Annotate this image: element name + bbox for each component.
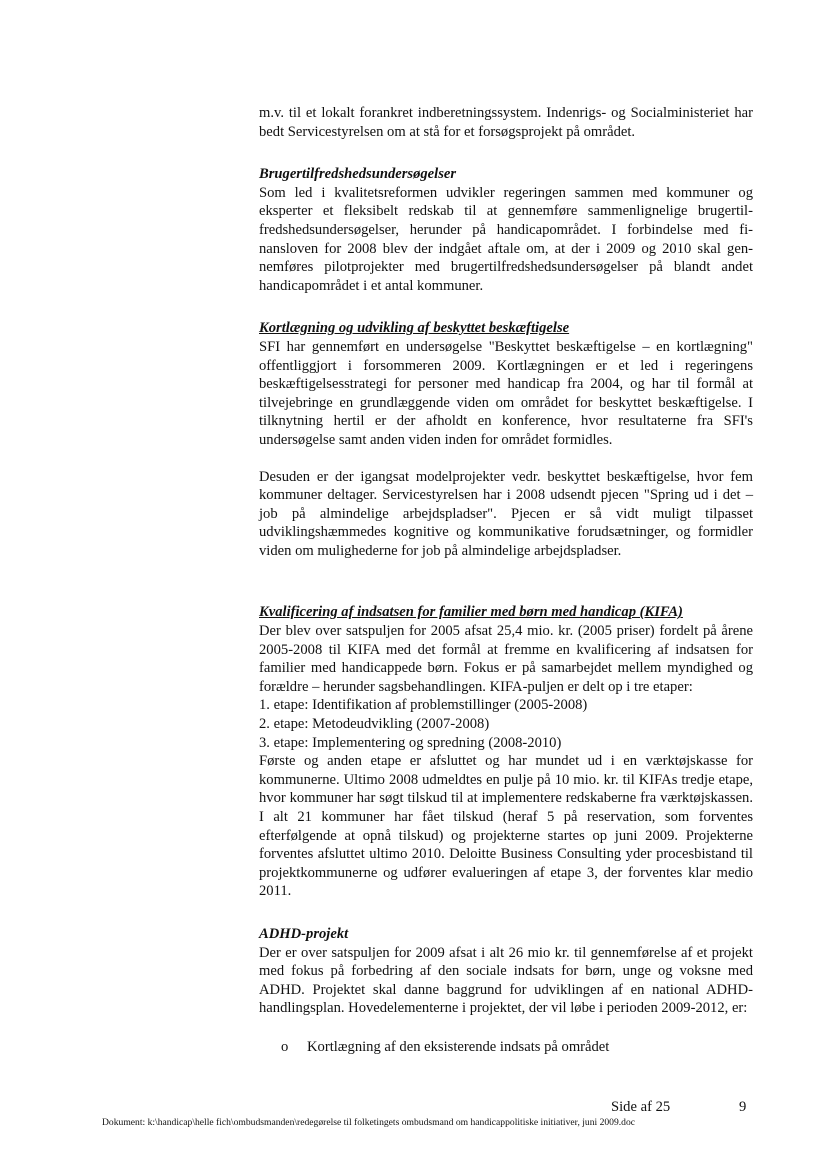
kifa-stage-1: 1. etape: Identifikation af problemstillinger (2005-2008) [259,697,588,714]
section-brugertilfredshed [259,165,753,295]
page-body [259,104,753,1057]
kifa-stage-2: 2. etape: Metodeudvikling (2007-2008) [259,716,490,733]
intro-paragraph: m.v. til et lokalt forankret indberetningssystem. Indenrigs- og Socialministeriet har bedt Servicestyrelsen om at stå for et forsøgsprojekt på området. [259,105,753,140]
section-heading-adhd: ADHD-projekt [259,925,349,942]
section-heading-brugertilfredshed: Brugertilfredshedsundersøgelser [259,166,457,183]
section-adhd [259,925,753,1057]
section-heading-kortlaegning: Kortlægning og udvikling af beskyttet beskæftigelse [259,320,570,337]
kifa-stage-3: 3. etape: Implementering og spredning (2008-2010) [259,734,562,751]
section-kifa [259,603,753,901]
page-footer-pagination [611,1098,747,1116]
footer-document-path: Dokument: k:\handicap\helle fich\ombudsmanden\redegørelse til folketingets ombudsmand om handicappolitiske initiativer, juni 2009.doc [102,1117,636,1128]
circle-bullet-icon: o [281,1038,289,1055]
section-body-kortlaegning-2: Desuden er der igangsat modelprojekter vedr. beskyttet beskæftigelse, hvor fem kommuner deltager. Servicestyrelsen har i 2008 udsendt pjecen "Spring ud i det – job på almindelige arbejdspladser". Pjecen er så vidt muligt tilpasset udviklingshæmmedes kognitive og kommunikative forudsætninger, og formidler viden om mulighederne for job på almindelige arbejdspladser. [259,468,753,559]
footer-side-label: Side [611,1099,637,1115]
adhd-bullet-list [259,1038,753,1057]
footer-total-pages: af 25 [640,1099,671,1115]
section-body-kifa-2: Første og anden etape er afsluttet og har mundet ud i en værktøjskasse for kommunerne. Ultimo 2008 udmeldtes en pulje på 10 mio. kr. til KIFAs tredje etape, hvor kommuner har søgt tilskud til at implementere redskaberne fra værktøjskassen. I alt 21 kommuner har fået tilskud (heraf 5 på reservation, som forventes efterfølgende at opnå tilskud) og projekterne startes op juni 2009. Projekterne forventes afsluttet ultimo 2010. Deloitte Business Consulting yder procesbistand til projektkommunerne og udfører evalueringen af etape 3, der forventes klar medio 2011. [259,753,753,900]
footer-page-number: 9 [739,1099,747,1115]
list-item [259,1038,753,1057]
list-item-text: Kortlægning af den eksisterende indsats på området [307,1038,610,1055]
section-heading-kifa: Kvalificering af indsatsen for familier med børn med handicap (KIFA) [259,604,683,621]
section-body-adhd: Der er over satspuljen for 2009 afsat i alt 26 mio kr. til gennemførelse af et projekt med fokus på forbedring af den sociale indsats for børn, unge og voksne med ADHD. Projektet skal danne baggrund for udviklingen af en national ADHD-handlingsplan. Hovedelementerne i projektet, der vil løbe i perioden 2009-2012, er: [259,944,753,1017]
section-body-kortlaegning-1: SFI har gennemført en undersøgelse "Beskyttet beskæftigelse – en kortlægning" offentliggjort i forsommeren 2009. Kortlægningen er et led i regeringens beskæftigelsesstrategi for personer med handicap fra 2004, og har til formål at tilvejebringe en grundlæggende viden om området for beskyttet beskæftigelse. I tilknytning hertil er der afholdt en konference, hvor resultaterne fra SFI's undersøgelse samt anden viden inden for området formidles. [259,338,753,448]
section-kortlaegning [259,319,753,560]
section-body-brugertilfredshed: Som led i kvalitetsreformen udvikler regeringen sammen med kommuner og eksperter et fleksibelt redskab til at gennemføre sammenlignelige brugertilfredshedsundersøgelser, herunder på handicapområdet. I forbindelse med finansloven for 2008 blev der indgået aftale om, at der i 2009 og 2010 skal gennemføres pilotprojekter med brugertilfredshedsundersøgelser på blandt andet handicapområdet i et antal kommuner. [259,184,753,294]
section-body-kifa-1: Der blev over satspuljen for 2005 afsat 25,4 mio. kr. (2005 priser) fordelt på årene 2005-2008 til KIFA med det formål at fremme en kvalificering af indsatsen for familier med handicappede børn. Fokus er på samarbejdet mellem myndighed og forældre – herunder sagsbehandlingen. KIFA-puljen er delt op i tre etaper: [259,623,753,695]
